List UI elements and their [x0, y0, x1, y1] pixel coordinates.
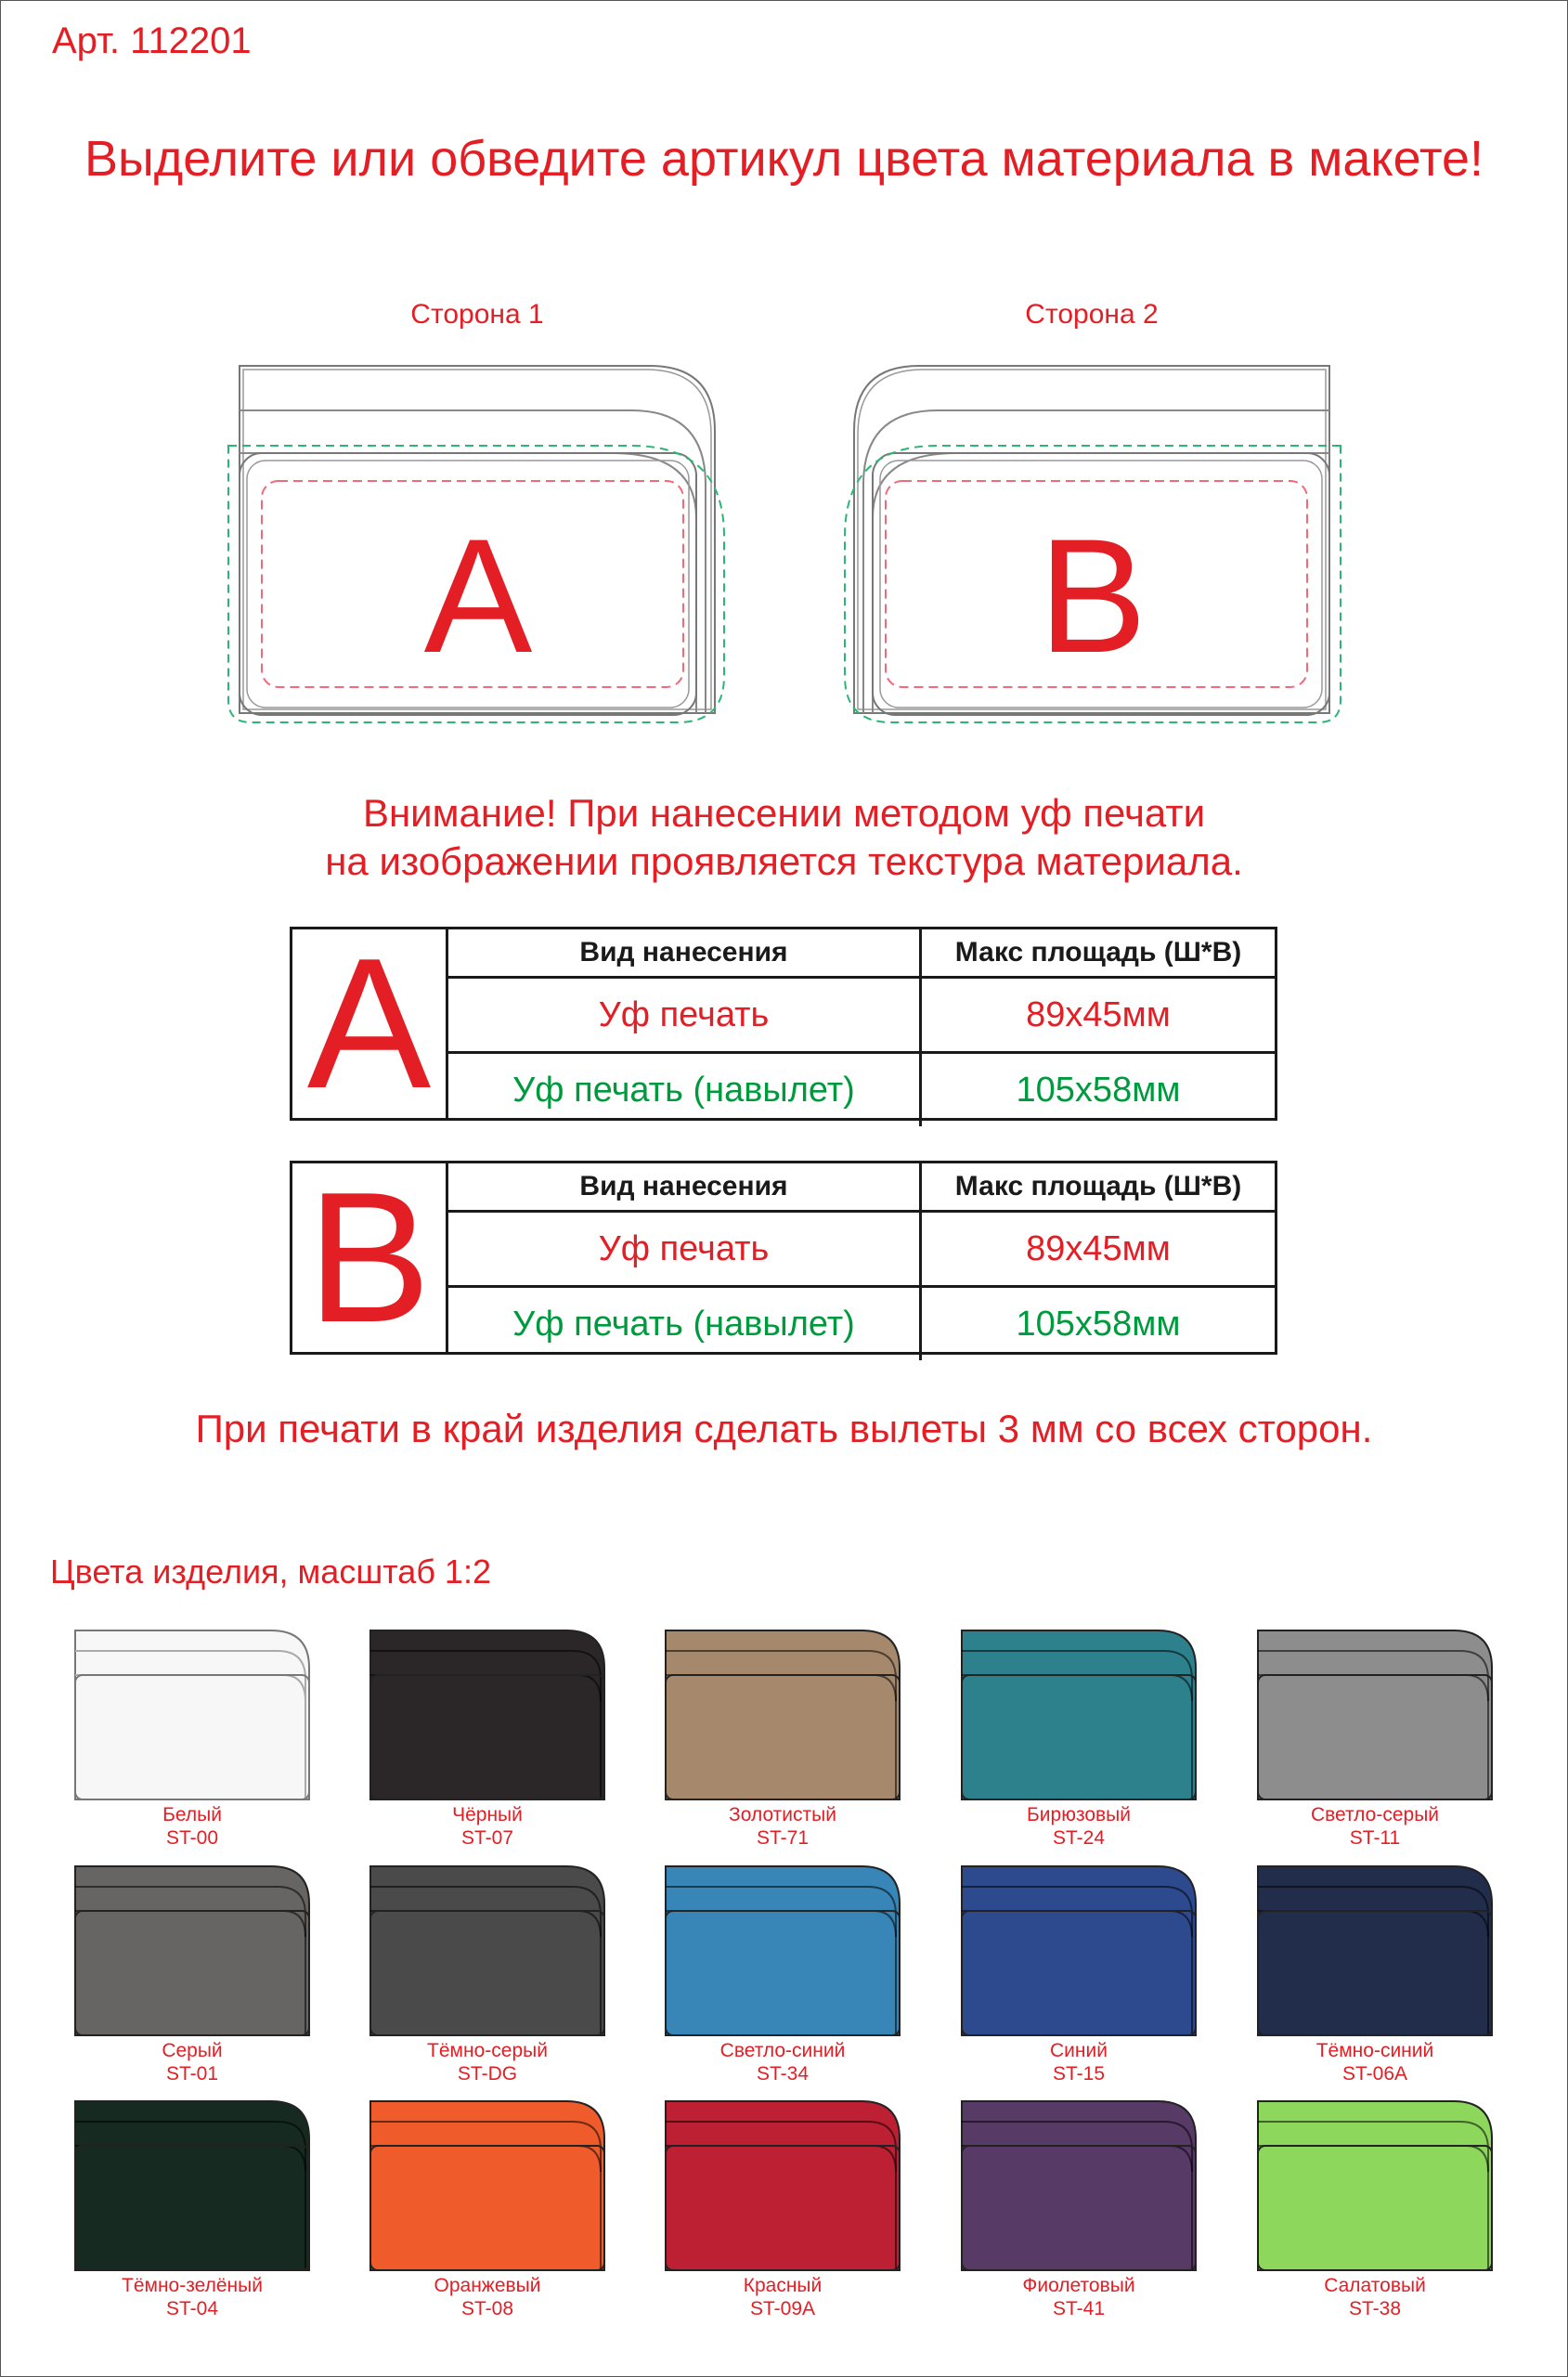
color-code: ST-24	[1052, 1827, 1106, 1849]
color-code: ST-11	[1349, 1827, 1401, 1849]
color-code: ST-00	[165, 1827, 219, 1849]
color-code: ST-06A	[1341, 2063, 1408, 2085]
colors-title: Цвета изделия, масштаб 1:2	[50, 1552, 491, 1591]
table-a-row-1-area: 89х45мм	[921, 978, 1276, 1053]
card-holder-swatch	[367, 1863, 608, 2039]
table-a-header-area: Макс площадь (Ш*В)	[921, 929, 1276, 978]
table-b-row-2-method: Уф печать (навылет)	[448, 1287, 921, 1361]
card-holder-swatch	[1254, 1863, 1496, 2039]
color-swatch[interactable]	[58, 1627, 327, 1850]
card-holder-swatch	[662, 2098, 903, 2274]
table-a-row-2-method: Уф печать (навылет)	[448, 1053, 921, 1127]
card-holder-swatch	[662, 1863, 903, 2039]
table-b-row-1-area: 89х45мм	[921, 1212, 1276, 1287]
color-name: Серый	[162, 2040, 223, 2061]
card-holder-swatch	[1254, 2098, 1496, 2274]
color-name: Белый	[162, 1804, 222, 1825]
card-holder-swatch	[958, 1627, 1199, 1803]
color-swatch[interactable]	[1240, 1863, 1510, 2085]
color-name: Золотистый	[729, 1804, 836, 1825]
color-name: Светло-синий	[719, 2040, 846, 2061]
spec-table-a	[290, 919, 1277, 1127]
color-swatch[interactable]	[58, 1863, 327, 2085]
side-1-label: Сторона 1	[410, 299, 544, 330]
uv-warning	[0, 789, 1568, 886]
color-code: ST-08	[460, 2298, 514, 2319]
color-name: Чёрный	[452, 1804, 523, 1825]
card-holder-swatch	[71, 1863, 313, 2039]
color-name: Светло-серый	[1310, 1804, 1440, 1825]
color-code: ST-71	[756, 1827, 810, 1849]
color-name: Тёмно-зелёный	[122, 2275, 263, 2296]
color-swatch[interactable]	[353, 1627, 622, 1850]
color-swatch[interactable]	[648, 1863, 917, 2085]
card-holder-swatch	[71, 2098, 313, 2274]
spec-table-b-letter: B	[292, 1163, 448, 1352]
color-name: Салатовый	[1324, 2275, 1426, 2296]
headline: Выделите или обведите артикул цвета материала в макете!	[84, 131, 1484, 187]
card-holder-swatch	[662, 1627, 903, 1803]
card-holder-swatch	[71, 1627, 313, 1803]
card-holder-swatch	[1254, 1627, 1496, 1803]
color-code: ST-04	[165, 2298, 219, 2319]
color-name: Фиолетовый	[1022, 2275, 1135, 2296]
color-swatch[interactable]	[1240, 1627, 1510, 1850]
color-swatch[interactable]	[944, 1863, 1213, 2085]
color-code: ST-41	[1052, 2298, 1106, 2319]
spec-table-a-letter: A	[292, 929, 448, 1118]
color-swatch[interactable]	[648, 1627, 917, 1850]
article-number: Арт. 112201	[52, 20, 252, 61]
color-swatch[interactable]	[353, 2098, 622, 2320]
color-swatch[interactable]	[648, 2098, 917, 2320]
color-code: ST-09A	[749, 2298, 816, 2319]
card-holder-swatch	[958, 1863, 1199, 2039]
color-swatch[interactable]	[1240, 2098, 1510, 2320]
color-code: ST-01	[165, 2063, 219, 2085]
color-swatch[interactable]	[58, 2098, 327, 2320]
color-code: ST-15	[1052, 2063, 1106, 2085]
bleed-note: При печати в край изделия сделать вылеты 3 мм со всех сторон.	[195, 1407, 1373, 1450]
uv-warning-line-1: Внимание! При нанесении методом уф печати	[362, 791, 1206, 835]
table-a-row-2-area: 105х58мм	[921, 1053, 1276, 1127]
side-1-letter: A	[423, 506, 533, 687]
color-code: ST-07	[460, 1827, 514, 1849]
color-code: ST-DG	[457, 2063, 518, 2085]
color-code: ST-38	[1348, 2298, 1402, 2319]
color-swatch[interactable]	[353, 1863, 622, 2085]
card-holder-swatch	[367, 2098, 608, 2274]
side-2-label: Сторона 2	[1025, 299, 1159, 330]
table-a-row-1-method: Уф печать	[448, 978, 921, 1053]
table-a-header-method: Вид нанесения	[579, 937, 788, 968]
table-b-header-area: Макс площадь (Ш*В)	[921, 1163, 1276, 1212]
color-code: ST-34	[756, 2063, 810, 2085]
color-swatch[interactable]	[944, 2098, 1213, 2320]
color-name: Тёмно-синий	[1315, 2040, 1434, 2061]
uv-warning-line-2: на изображении проявляется текстура материала.	[325, 839, 1243, 883]
side-2-letter: B	[1038, 506, 1147, 687]
color-name: Красный	[743, 2275, 823, 2296]
table-b-row-1-method: Уф печать	[448, 1212, 921, 1287]
spec-table-b	[290, 1153, 1277, 1361]
color-swatch[interactable]	[944, 1627, 1213, 1850]
card-holder-swatch	[367, 1627, 608, 1803]
card-holder-swatch	[958, 2098, 1199, 2274]
color-name: Бирюзовый	[1027, 1804, 1131, 1825]
color-name: Оранжевый	[434, 2275, 541, 2296]
table-b-row-2-area: 105х58мм	[921, 1287, 1276, 1361]
color-name: Тёмно-серый	[427, 2040, 548, 2061]
table-b-header-method: Вид нанесения	[579, 1171, 788, 1201]
color-name: Синий	[1050, 2040, 1108, 2061]
